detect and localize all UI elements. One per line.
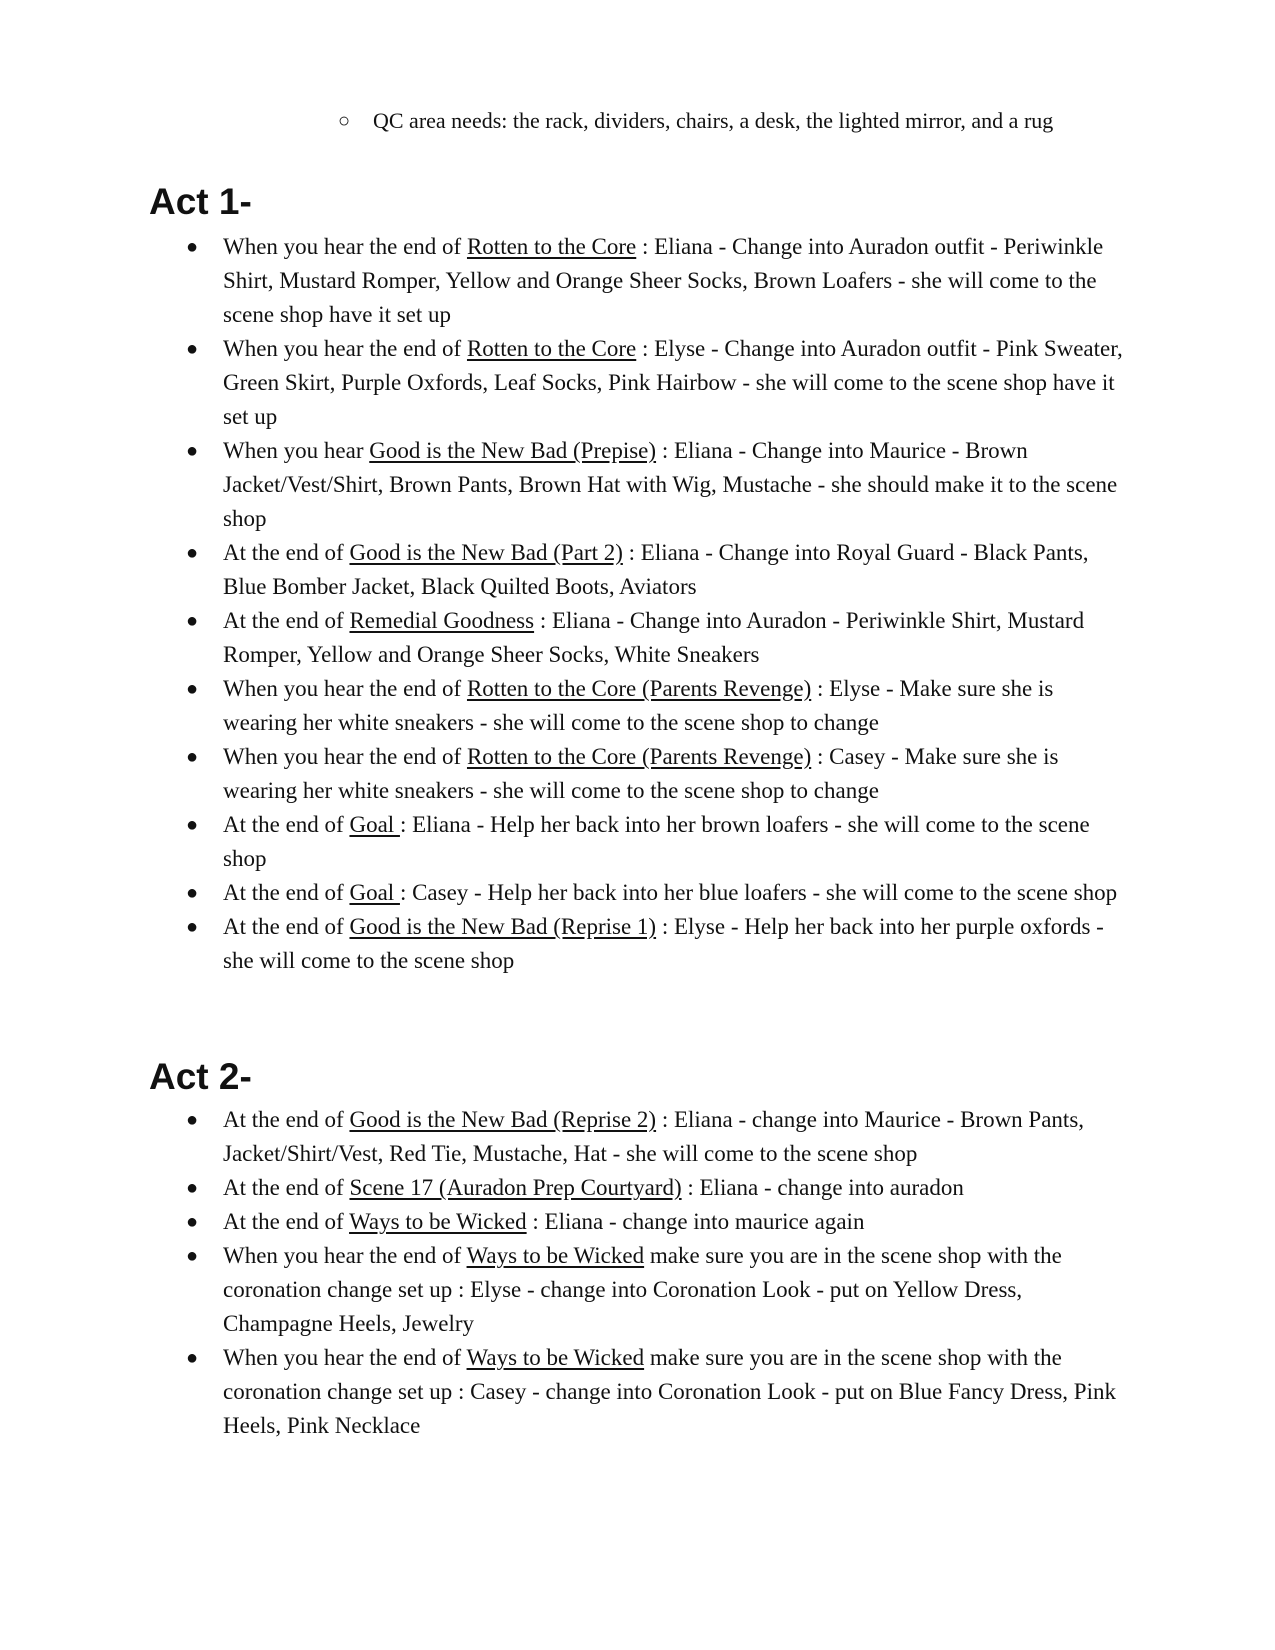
cue-instruction: : Eliana - change into maurice again: [526, 1209, 865, 1234]
list-item: [186, 604, 1126, 672]
qc-area-text: QC area needs: the rack, dividers, chairs, a desk, the lighted mirror, and a rug: [373, 108, 1054, 133]
cue-instruction: : Eliana - change into auradon: [681, 1175, 964, 1200]
song-title: Goal: [349, 880, 400, 905]
cue-instruction: : Eliana - Help her back into her brown loafers - she will come to the scene shop: [223, 812, 1090, 871]
bullet-dot-icon: ●: [186, 1211, 199, 1233]
list-item: [186, 876, 1126, 910]
act-1-heading: Act 1-: [149, 181, 252, 222]
cue-prefix: At the end of: [223, 1209, 350, 1234]
list-item: [186, 1205, 1126, 1239]
song-title: Ways to be Wicked: [466, 1345, 645, 1370]
song-title: Rotten to the Core (Parents Revenge): [466, 676, 812, 701]
cue-instruction: : Eliana - Change into Maurice - Brown Jacket/Vest/Shirt, Brown Pants, Brown Hat with Wig, Mustache - she should make it to the scene shop: [223, 438, 1118, 531]
cue-prefix: At the end of: [223, 914, 350, 939]
song-title: Ways to be Wicked: [349, 1209, 527, 1234]
cue-instruction: : Casey - Make sure she is wearing her white sneakers - she will come to the scene shop to change: [223, 744, 1059, 803]
bullet-dot-icon: ●: [186, 882, 199, 904]
cue-instruction: : Elyse - Help her back into her purple oxfords - she will come to the scene shop: [223, 914, 1104, 973]
list-item: [186, 1239, 1126, 1341]
list-item: [186, 672, 1126, 740]
cue-instruction: : Eliana - Change into Auradon outfit - Periwinkle Shirt, Mustard Romper, Yellow and Orange Sheer Socks, Brown Loafers - she will come to the scene shop have it set up: [223, 234, 1104, 327]
bullet-dot-icon: ●: [186, 1347, 199, 1369]
song-title: Scene 17 (Auradon Prep Courtyard): [349, 1175, 682, 1200]
cue-instruction: make sure you are in the scene shop with the coronation change set up : Elyse - change into Coronation Look - put on Yellow Dress, Champagne Heels, Jewelry: [223, 1243, 1062, 1336]
bullet-dot-icon: ●: [186, 542, 199, 564]
cue-instruction: : Elyse - Change into Auradon outfit - Pink Sweater, Green Skirt, Purple Oxfords, Leaf Socks, Pink Hairbow - she will come to the scene shop have it set up: [223, 336, 1123, 429]
bullet-dot-icon: ●: [186, 814, 199, 836]
bullet-dot-icon: ●: [186, 236, 199, 258]
list-item: [186, 740, 1126, 808]
hollow-circle-bullet-icon: ○: [338, 110, 351, 132]
cue-prefix: At the end of: [223, 540, 350, 565]
bullet-dot-icon: ●: [186, 338, 199, 360]
cue-instruction: : Eliana - Change into Auradon - Periwinkle Shirt, Mustard Romper, Yellow and Orange Sheer Socks, White Sneakers: [223, 608, 1085, 667]
song-title: Good is the New Bad (Reprise 2): [349, 1107, 657, 1132]
bullet-dot-icon: ●: [186, 916, 199, 938]
act-2-list: [186, 1103, 1126, 1443]
cue-prefix: When you hear the end of: [223, 744, 467, 769]
list-item: [186, 332, 1126, 434]
cue-prefix: At the end of: [223, 1175, 350, 1200]
cue-prefix: When you hear: [223, 438, 370, 463]
list-item: [186, 1171, 1126, 1205]
list-item: [186, 1103, 1126, 1171]
song-title: Good is the New Bad (Reprise 1): [349, 914, 657, 939]
cue-instruction: : Eliana - Change into Royal Guard - Black Pants, Blue Bomber Jacket, Black Quilted Boots, Aviators: [223, 540, 1089, 599]
song-title: Ways to be Wicked: [466, 1243, 645, 1268]
cue-prefix: At the end of: [223, 812, 350, 837]
cue-instruction: : Casey - Help her back into her blue loafers - she will come to the scene shop: [399, 880, 1118, 905]
song-title: Good is the New Bad (Prepise): [369, 438, 657, 463]
cue-prefix: When you hear the end of: [223, 1345, 467, 1370]
cue-prefix: When you hear the end of: [223, 1243, 467, 1268]
song-title: Goal: [349, 812, 400, 837]
cue-instruction: make sure you are in the scene shop with the coronation change set up : Casey - change into Coronation Look - put on Blue Fancy Dress, Pink Heels, Pink Necklace: [223, 1345, 1116, 1438]
song-title: Rotten to the Core (Parents Revenge): [466, 744, 812, 769]
bullet-dot-icon: ●: [186, 1109, 199, 1131]
bullet-dot-icon: ●: [186, 1177, 199, 1199]
bullet-dot-icon: ●: [186, 746, 199, 768]
cue-prefix: At the end of: [223, 1107, 350, 1132]
cue-prefix: At the end of: [223, 608, 350, 633]
list-item: [186, 910, 1126, 978]
list-item: [186, 1341, 1126, 1443]
act-2-heading: Act 2-: [149, 1056, 252, 1097]
song-title: Rotten to the Core: [466, 336, 637, 361]
list-item: [186, 808, 1126, 876]
cue-prefix: When you hear the end of: [223, 336, 467, 361]
bullet-dot-icon: ●: [186, 1245, 199, 1267]
cue-instruction: : Elyse - Make sure she is wearing her white sneakers - she will come to the scene shop to change: [223, 676, 1054, 735]
bullet-dot-icon: ●: [186, 440, 199, 462]
list-item: [186, 230, 1126, 332]
cue-prefix: At the end of: [223, 880, 350, 905]
song-title: Rotten to the Core: [466, 234, 637, 259]
song-title: Remedial Goodness: [349, 608, 535, 633]
cue-prefix: When you hear the end of: [223, 676, 467, 701]
list-item: [186, 434, 1126, 536]
cue-instruction: : Eliana - change into Maurice - Brown Pants, Jacket/Shirt/Vest, Red Tie, Mustache, Hat - she will come to the scene shop: [223, 1107, 1085, 1166]
song-title: Good is the New Bad (Part 2): [349, 540, 623, 565]
list-item: [186, 536, 1126, 604]
cue-prefix: When you hear the end of: [223, 234, 467, 259]
bullet-dot-icon: ●: [186, 678, 199, 700]
act-1-list: [186, 230, 1126, 978]
bullet-dot-icon: ●: [186, 610, 199, 632]
